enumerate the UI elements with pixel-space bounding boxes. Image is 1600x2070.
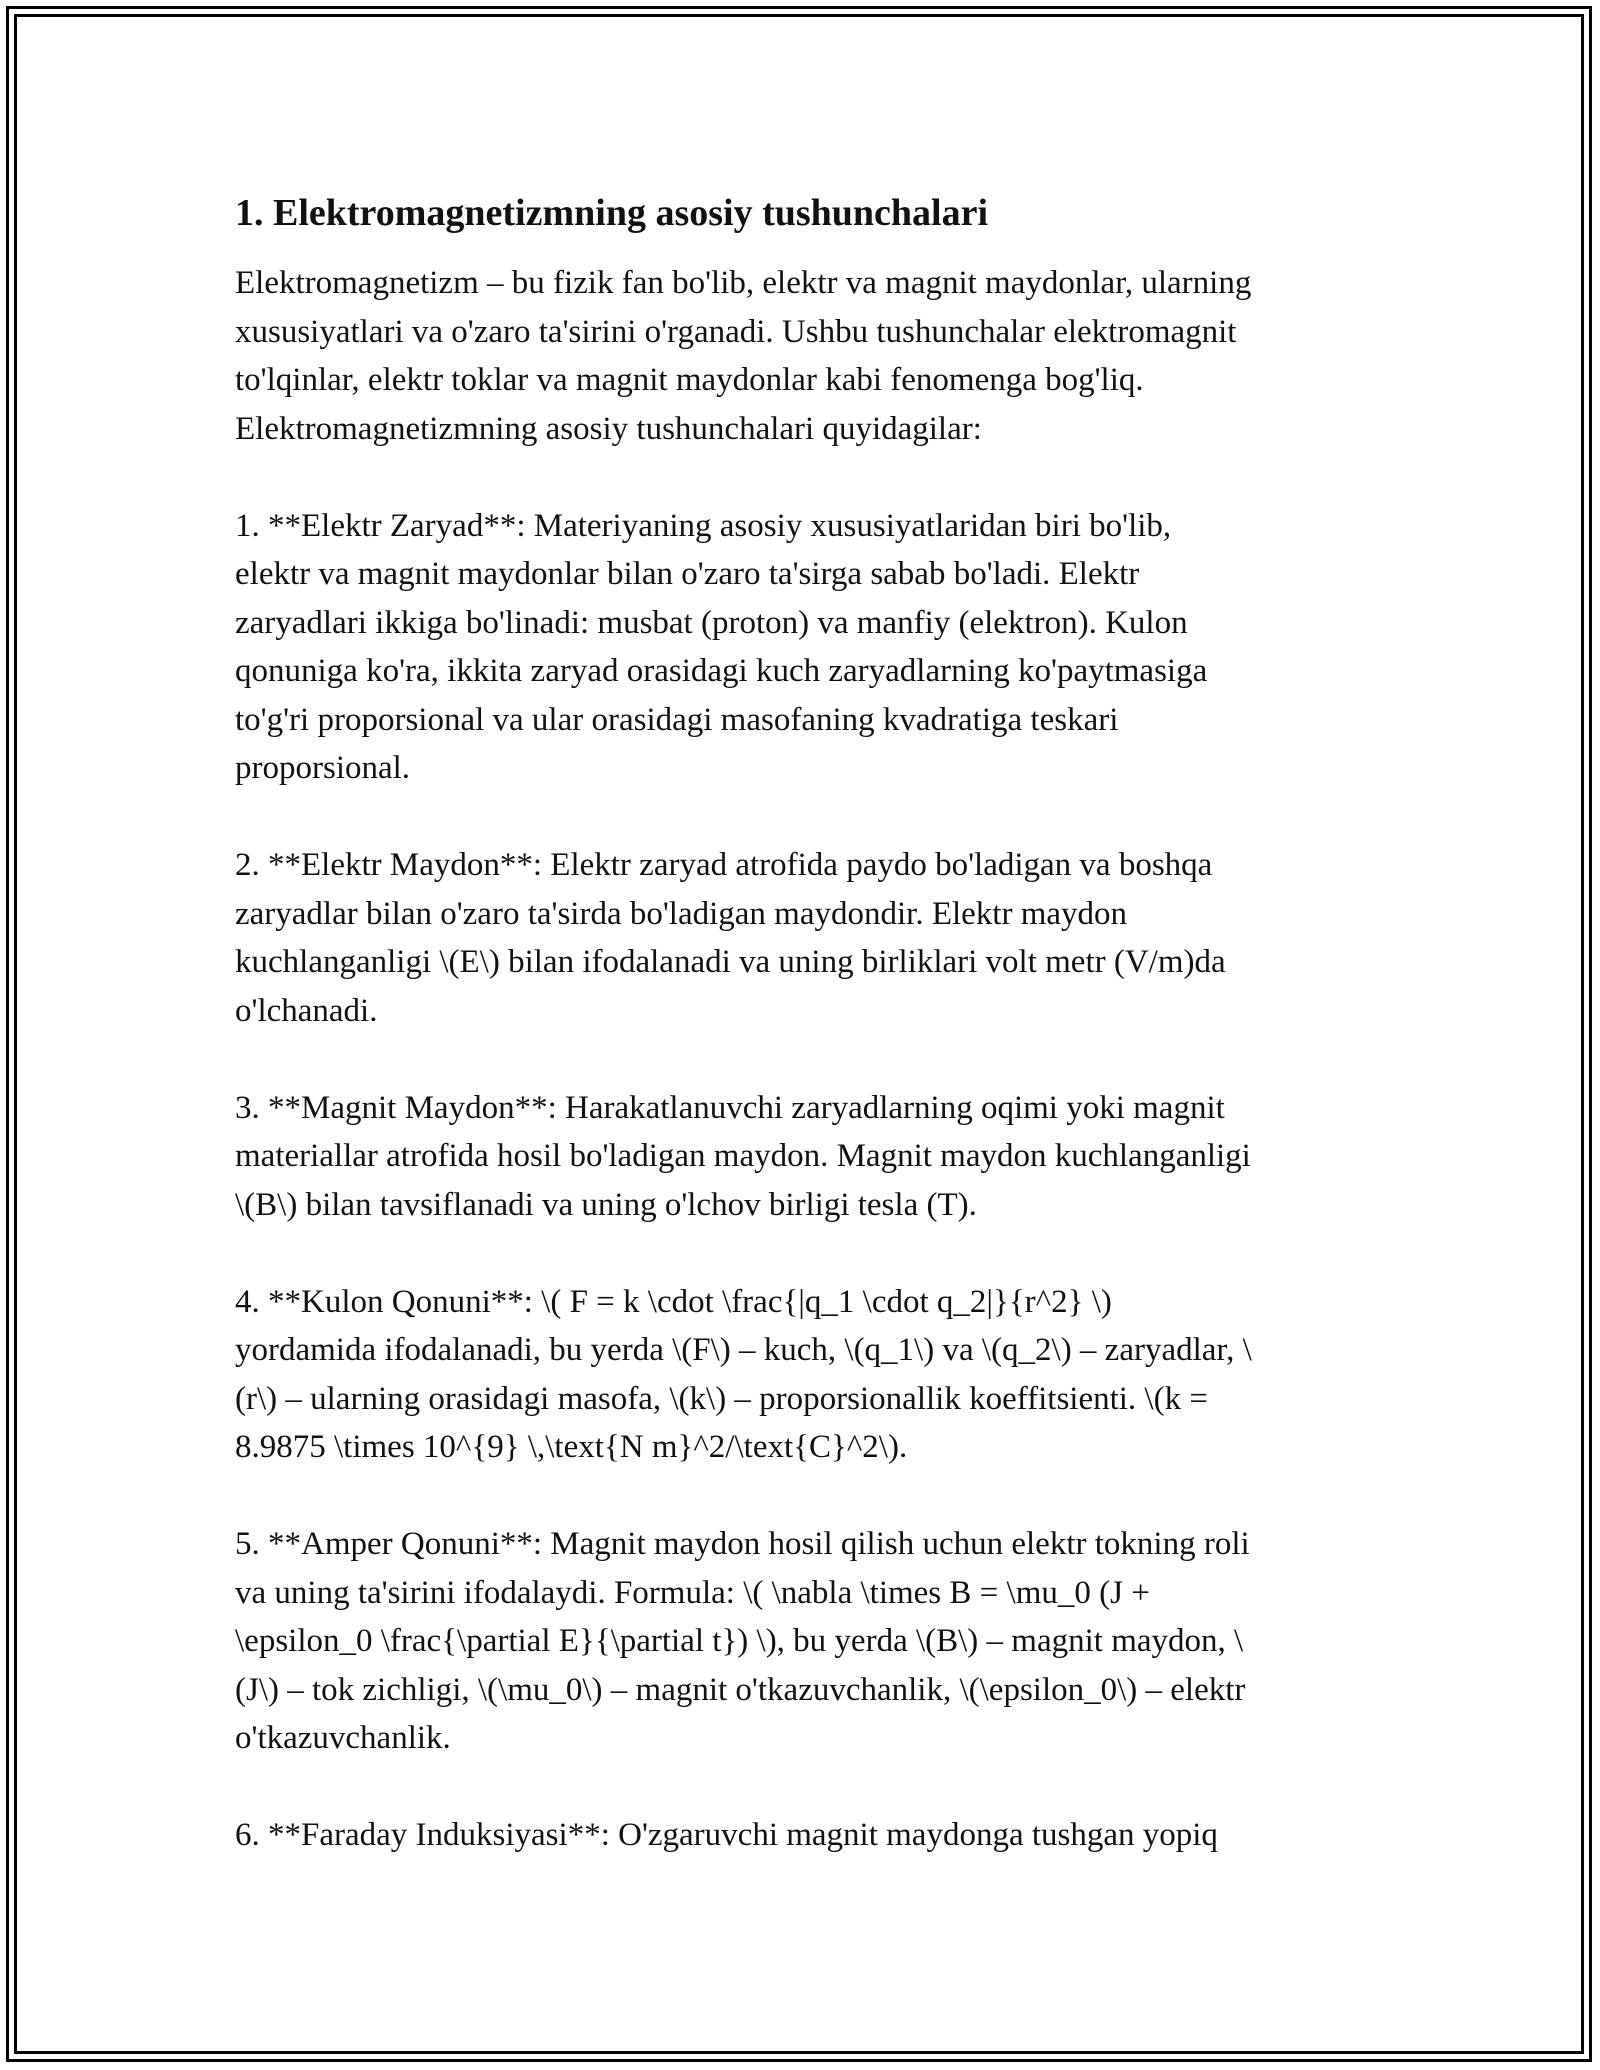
- document-page: [235, 185, 1370, 1860]
- document-title: 1. Elektromagnetizmning asosiy tushunchalari: [235, 192, 989, 234]
- document-body: Elektromagnetizm – bu fizik fan bo'lib, elektr va magnit maydonlar, ularning xususiyatlari va o'zaro ta'sirini o'rganadi. Ushbu tushunchalar elektromagnit to'lqinlar, elektr toklar va magnit maydonlar kabi fenomenga bog'liq. Elektromagnetizmning asosiy tushunchalari quyidagilar: 1. **Elektr Zaryad**: Materiyaning asosiy xususiyatlaridan biri bo'lib, elektr va magnit maydonlar bilan o'zaro ta'sirga sabab bo'ladi. Elektr zaryadlari ikkiga bo'linadi: musbat (proton) va manfiy (elektron). Kulon qonuniga ko'ra, ikkita zaryad orasidagi kuch zaryadlarning ko'paytmasiga to'g'ri proporsional va ular orasidagi masofaning kvadratiga teskari proporsional. 2. **Elektr Maydon**: Elektr zaryad atrofida paydo bo'ladigan va boshqa zaryadlar bilan o'zaro ta'sirda bo'ladigan maydondir. Elektr maydon kuchlanganligi \(E\) bilan ifodalanadi va uning birliklari volt metr (V/m)da o'lchanadi. 3. **Magnit Maydon**: Harakatlanuvchi zaryadlarning oqimi yoki magnit materiallar atrofida hosil bo'ladigan maydon. Magnit maydon kuchlanganligi \(B\) bilan tavsiflanadi va uning o'lchov birligi tesla (T). 4. **Kulon Qonuni**: \( F = k \cdot \frac{|q_1 \cdot q_2|}{r^2} \) yordamida ifodalanadi, bu yerda \(F\) – kuch, \(q_1\) va \(q_2\) – zaryadlar, \ (r\) – ularning orasidagi masofa, \(k\) – proporsionallik koeffitsienti. \(k = 8.9875 \times 10^{9} \,\text{N m}^2/\text{C}^2\). 5. **Amper Qonuni**: Magnit maydon hosil qilish uchun elektr tokning roli va uning ta'sirini ifodalaydi. Formula: \( \nabla \times B = \mu_0 (J + \epsilon_0 \frac{\partial E}{\partial t}) \), bu yerda \(B\) – magnit maydon, \ (J\) – tok zichligi, \(\mu_0\) – magnit o'tkazuvchanlik, \(\epsilon_0\) – elektr o'tkazuvchanlik. 6. **Faraday Induksiyasi**: O'zgaruvchi magnit maydonga tushgan yopiq: [235, 265, 1252, 1853]
